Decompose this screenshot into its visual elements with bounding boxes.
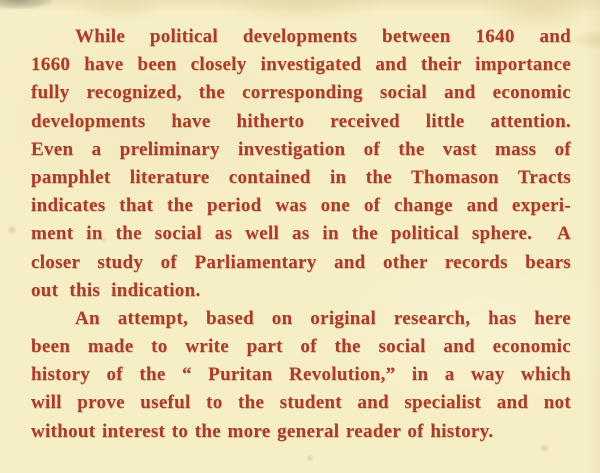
text-line: ment in the social as well as in the political sphere. A — [31, 223, 571, 245]
text-line: indicates that the period was one of change and experi- — [31, 195, 571, 217]
text-line: out this indication. — [31, 279, 201, 301]
text-line: will prove useful to the student and specialist and not — [31, 392, 571, 414]
text-line: without interest to the more general reader of history. — [31, 420, 494, 442]
text-line: history of the “ Puritan Revolution,” in a way which — [31, 364, 571, 386]
text-line: 1660 have been closely investigated and their importance — [31, 54, 571, 76]
text-line: An attempt, based on original research, has here — [75, 307, 571, 329]
text-line: been made to write part of the social and economic — [31, 336, 571, 358]
text-line: developments have hitherto received little attention. — [31, 110, 571, 132]
text-line: Even a preliminary investigation of the vast mass of — [31, 138, 571, 160]
page-text — [31, 23, 571, 446]
scan-smudge — [0, 0, 52, 9]
text-line: closer study of Parliamentary and other records bears — [31, 251, 571, 273]
text-line: pamphlet literature contained in the Thomason Tracts — [31, 166, 571, 188]
text-line: While political developments between 1640 and — [75, 26, 571, 47]
text-line: fully recognized, the corresponding social and economic — [31, 82, 571, 104]
